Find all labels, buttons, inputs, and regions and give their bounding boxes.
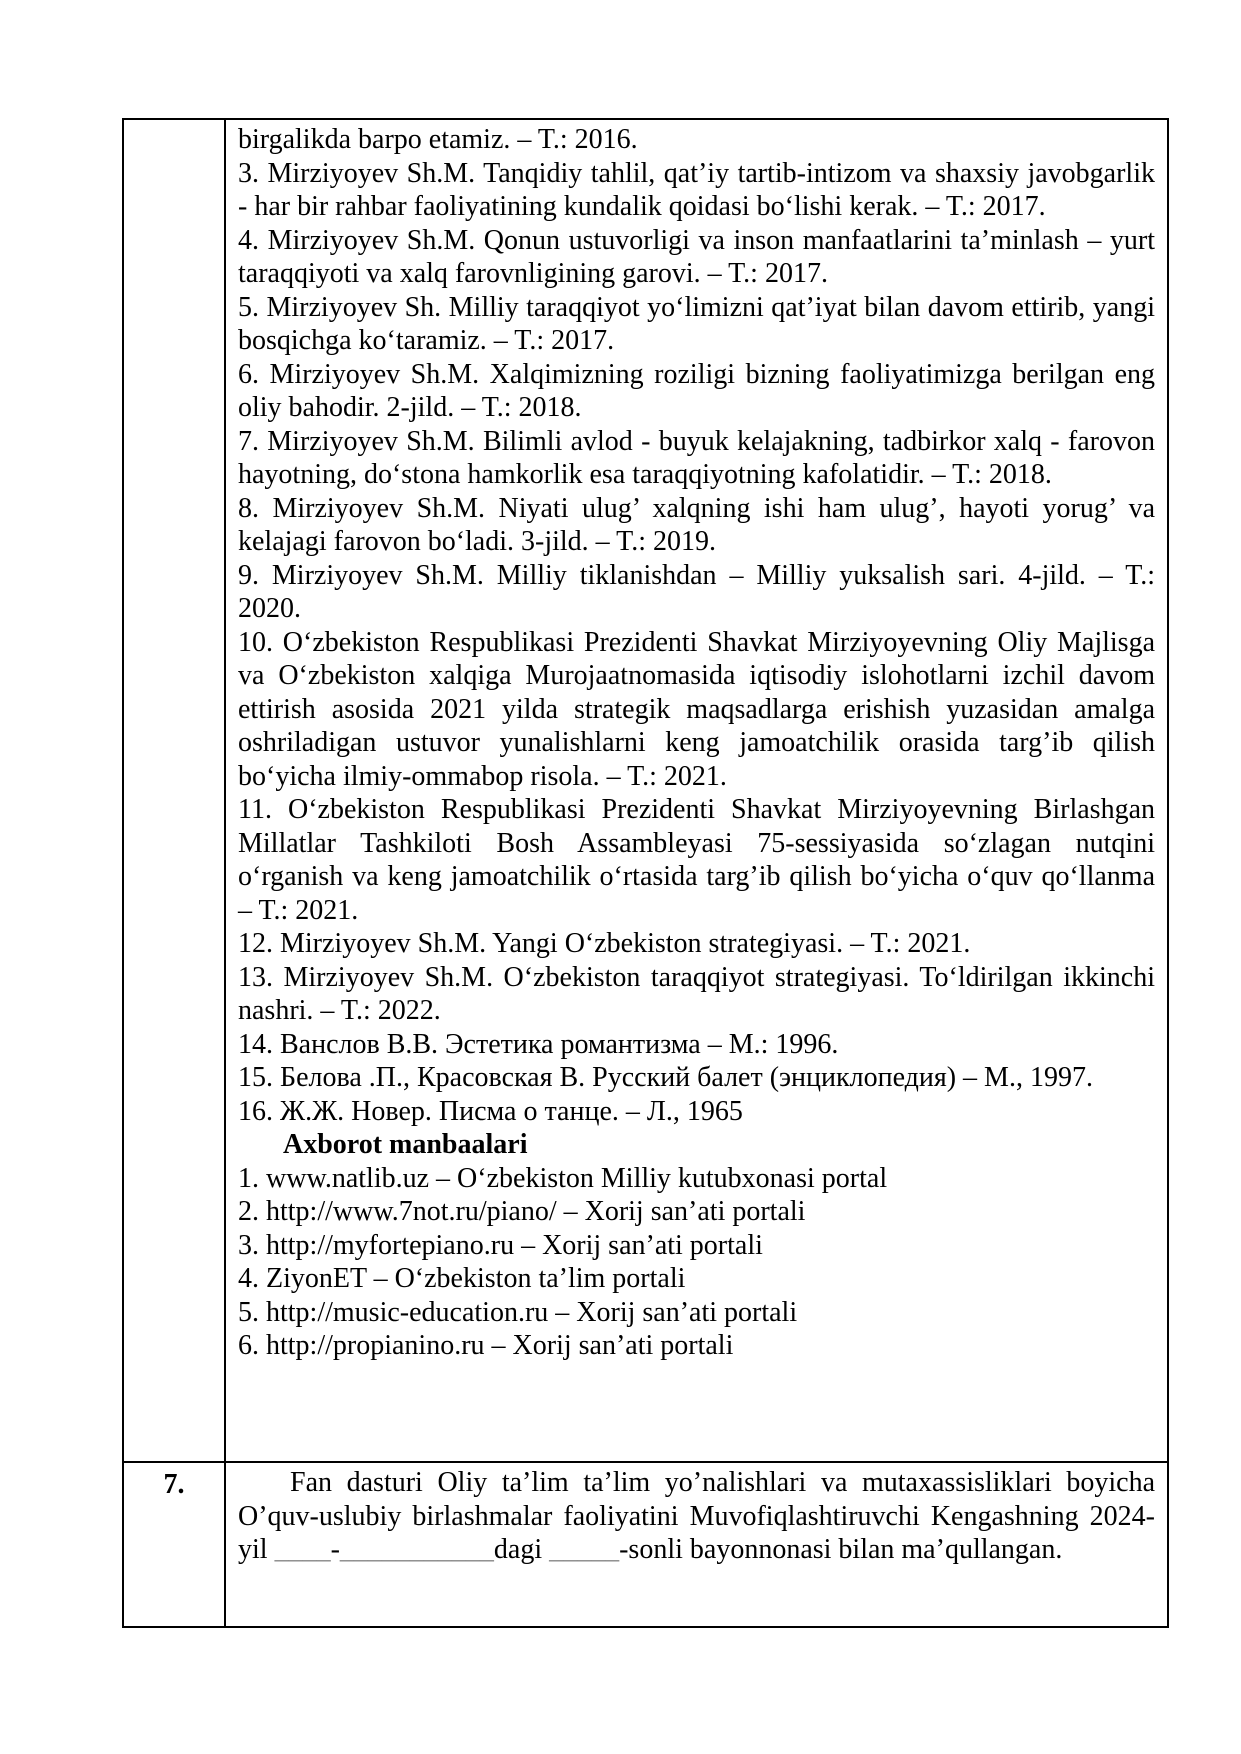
blank-line: ___________ [339, 1534, 494, 1565]
blank-line: ____ [274, 1534, 331, 1565]
bibliography-cell [225, 119, 1168, 1462]
info-source-item: 1. www.natlib.uz – O‘zbekiston Milliy kutubxonasi portal [238, 1162, 888, 1194]
bibliography-item: 16. Ж.Ж. Новер. Писма о танце. – Л., 1965 [238, 1095, 743, 1127]
bibliography-item: 11. O‘zbekiston Respublikasi Prezidenti Shavkat Mirziyoyevning Birlashgan Millatlar Tashkiloti Bosh Assambleyasi 75-sessiyasida so‘zlagan nutqini o‘rganish va keng jamoatchilik o‘rtasida targ’ib qilish bo‘yicha o‘quv qo‘llanma – T.: 2021. [238, 794, 1155, 926]
bibliography-item: 5. Mirziyoyev Sh. Milliy taraqqiyot yo‘limizni qat’iyat bilan davom ettirib, yangi bosqichga ko‘taramiz. – T.: 2017. [238, 291, 1155, 356]
bibliography-item: 14. Ванслов В.В. Эстетика романтизма – М.: 1996. [238, 1028, 839, 1060]
approval-cell [225, 1462, 1168, 1627]
references-table [122, 118, 1169, 1628]
row-number-cell [123, 119, 225, 1462]
info-source-item: 3. http://myfortepiano.ru – Xorij san’ati portali [238, 1229, 763, 1261]
approval-row [123, 1462, 1168, 1627]
bibliography-item: 10. O‘zbekiston Respublikasi Prezidenti Shavkat Mirziyoyevning Oliy Majlisga va O‘zbekiston xalqiga Murojaatnomasida iqtisodiy islohotlarni izchil davom ettirish asosida 2021 yilda strategik maqsadlarga erishish yuzasidan amalga oshriladigan ustuvor yunalishlarni keng jamoatchilik orasida targ’ib qilish bo‘yicha ilmiy-ommabop risola. – T.: 2021. [238, 626, 1155, 792]
bibliography-item: 6. Mirziyoyev Sh.M. Xalqimizning roziligi bizning faoliyatimizga berilgan eng oliy bahodir. 2-jild. – T.: 2018. [238, 358, 1155, 423]
bibliography-item: 3. Mirziyoyev Sh.M. Tanqidiy tahlil, qat’iy tartib-intizom va shaxsiy javobgarlik - har bir rahbar faoliyatining kundalik qoidasi bo‘lishi kerak. – T.: 2017. [238, 157, 1155, 222]
approval-statement: Fan dasturi Oliy ta’lim ta’lim yo’nalishlari va mutaxassisliklari boyicha O’quv-uslubiy birlashmalar faoliyatini Muvofiqlashtiruvchi Kengashning 2024-yil ____-___________dagi _____-sonli bayonnonasi bilan ma’qullangan. [238, 1467, 1155, 1565]
info-source-item: 2. http://www.7not.ru/piano/ – Xorij san’ati portali [238, 1196, 806, 1227]
bibliography-row [123, 119, 1168, 1462]
approval-content [226, 1463, 1167, 1626]
info-source-item: 5. http://music-education.ru – Xorij san’ati portali [238, 1296, 798, 1328]
bibliography-item: birgalikda barpo etamiz. – T.: 2016. [238, 124, 638, 155]
bibliography-item: 15. Белова .П., Красовская В. Русский балет (энциклопедия) – М., 1997. [238, 1062, 1093, 1093]
bibliography-content [226, 120, 1167, 1461]
bibliography-item: 7. Mirziyoyev Sh.M. Bilimli avlod - buyuk kelajakning, tadbirkor xalq - farovon hayotning, do‘stona hamkorlik esa taraqqiyotning kafolatidir. – T.: 2018. [238, 425, 1155, 490]
info-source-item: 6. http://propianino.ru – Xorij san’ati portali [238, 1330, 734, 1361]
bibliography-item: 4. Mirziyoyev Sh.M. Qonun ustuvorligi va inson manfaatlarini ta’minlash – yurt taraqqiyoti va xalq farovnligining garovi. – T.: 2017. [238, 224, 1155, 289]
bibliography-item: 12. Mirziyoyev Sh.M. Yangi O‘zbekiston strategiyasi. – T.: 2021. [238, 928, 971, 959]
approval-number-cell [123, 1462, 225, 1627]
bibliography-item: 8. Mirziyoyev Sh.M. Niyati ulug’ xalqning ishi ham ulug’, hayoti yorug’ va kelajagi farovon bo‘ladi. 3-jild. – T.: 2019. [238, 492, 1155, 557]
bibliography-item: 9. Mirziyoyev Sh.M. Milliy tiklanishdan – Milliy yuksalish sari. 4-jild. – T.: 2020. [238, 559, 1155, 624]
blank-line: _____ [549, 1534, 620, 1565]
row-number [124, 120, 224, 126]
bibliography-item: 13. Mirziyoyev Sh.M. O‘zbekiston taraqqiyot strategiyasi. To‘ldirilgan ikkinchi nashri. – T.: 2022. [238, 961, 1155, 1026]
approval-row-number: 7. [163, 1469, 185, 1500]
info-source-item: 4. ZiyonET – O‘zbekiston ta’lim portali [238, 1263, 686, 1294]
section-heading: Axborot manbaalari [283, 1129, 528, 1160]
